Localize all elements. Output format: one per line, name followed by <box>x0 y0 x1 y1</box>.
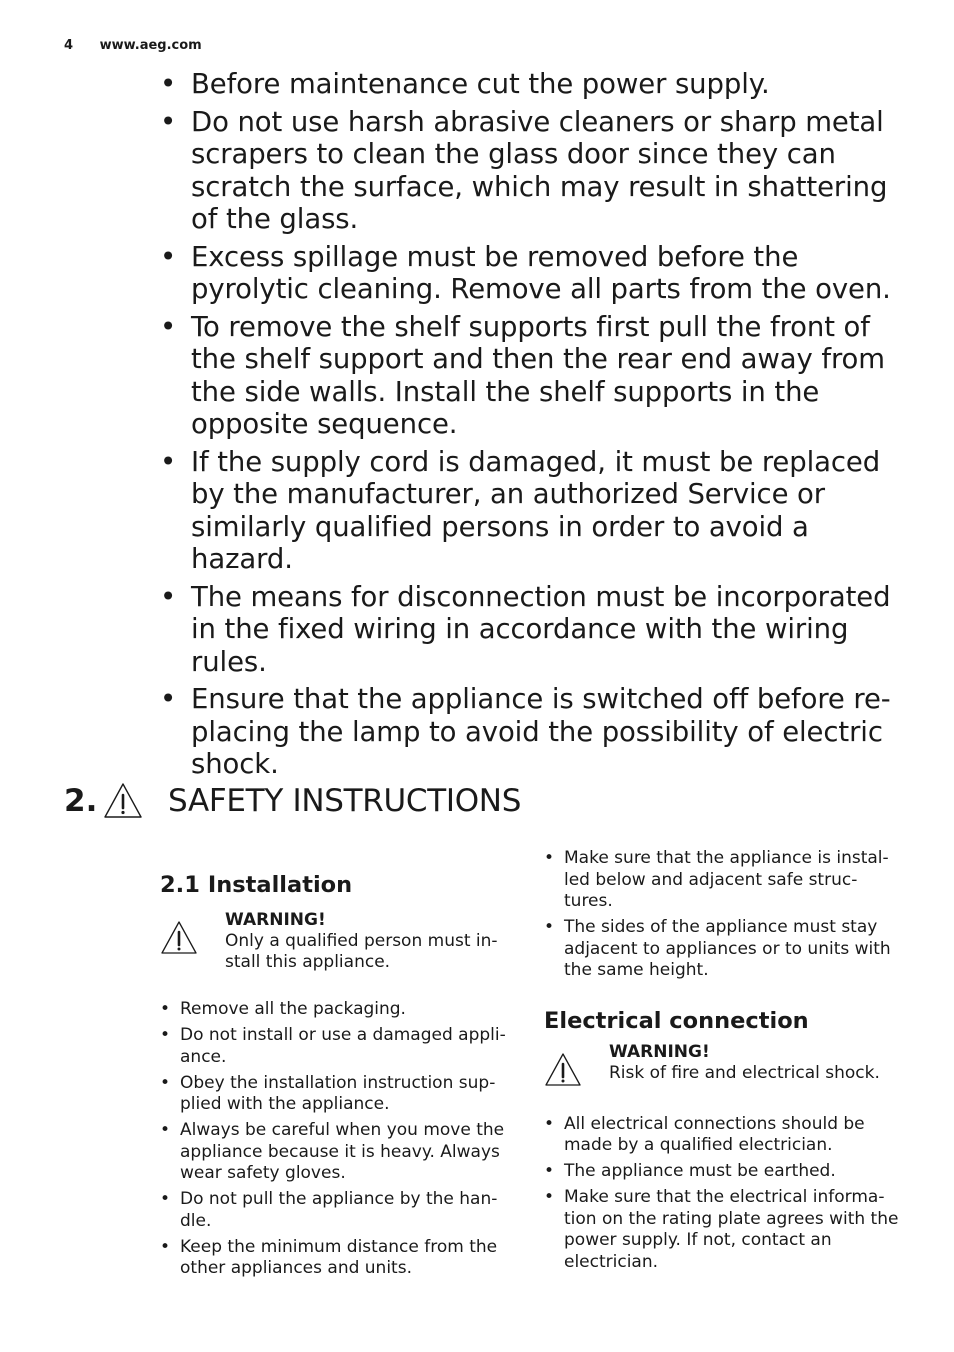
electrical-connection-heading: Electrical connection <box>544 1007 809 1034</box>
electrical-list <box>544 1114 899 1274</box>
list-item: • Ensure that the appliance is switched off before re-placing the lamp to avoid the possibility of electric shock. <box>160 683 900 781</box>
list-item: • Keep the minimum distance from the other appliances and units. <box>160 1237 515 1280</box>
list-item: • Do not pull the appliance by the han-dle. <box>160 1189 515 1232</box>
list-item: • Before maintenance cut the power supply. <box>160 68 900 101</box>
list-item: • To remove the shelf supports first pull the front of the shelf support and then the rear end away from the side walls. Install the shelf supports in the opposite sequence. <box>160 311 900 441</box>
list-item: • Make sure that the electrical informa-tion on the rating plate agrees with the power supply. If not, contact an electrician. <box>544 1187 899 1273</box>
list-item: • All electrical connections should be made by a qualified electrician. <box>544 1114 899 1157</box>
website-url: www.aeg.com <box>99 38 202 53</box>
warning-text: Risk of fire and electrical shock. <box>609 1062 880 1083</box>
right-column <box>544 848 899 1278</box>
warning-box <box>160 910 515 973</box>
installation-list <box>160 999 515 1280</box>
section-title: SAFETY INSTRUCTIONS <box>168 783 522 819</box>
section-heading <box>64 778 521 824</box>
list-item: • Always be careful when you move the appliance because it is heavy. Always wear safety gloves. <box>160 1120 515 1185</box>
list-item: • Do not install or use a damaged appli-ance. <box>160 1025 515 1068</box>
list-item: • The means for disconnection must be incorporated in the fixed wiring in accordance with the wiring rules. <box>160 581 900 679</box>
installation-continued-list <box>544 848 899 982</box>
warning-text: Only a qualified person must in-stall this appliance. <box>225 931 498 972</box>
warning-triangle-icon <box>544 1052 582 1088</box>
list-item: • Obey the installation instruction sup-plied with the appliance. <box>160 1073 515 1116</box>
list-item: • Remove all the packaging. <box>160 999 515 1021</box>
warning-triangle-icon <box>102 781 144 821</box>
subsection-number: 2.1 <box>160 872 200 898</box>
installation-column <box>160 870 515 1284</box>
list-item: • Do not use harsh abrasive cleaners or sharp metal scrapers to clean the glass door since they can scratch the surface, which may result in shattering of the glass. <box>160 106 900 236</box>
subsection-heading <box>160 870 515 900</box>
page-number: 4 <box>64 38 74 53</box>
warning-text-block <box>225 910 515 973</box>
list-item: • The appliance must be earthed. <box>544 1161 899 1183</box>
page-header <box>64 38 202 53</box>
warning-title: WARNING! <box>609 1041 710 1062</box>
warning-box <box>544 1042 899 1088</box>
maintenance-list <box>160 68 900 786</box>
warning-triangle-icon <box>160 920 198 956</box>
warning-text-block <box>609 1042 880 1084</box>
list-item: • If the supply cord is damaged, it must be replaced by the manufacturer, an authorized Service or similarly qualified persons in order to avoid a hazard. <box>160 446 900 576</box>
warning-title: WARNING! <box>225 910 326 930</box>
list-item: • The sides of the appliance must stay adjacent to appliances or to units with the same height. <box>544 917 899 982</box>
subsection-title: Installation <box>207 872 353 898</box>
list-item: • Excess spillage must be removed before the pyrolytic cleaning. Remove all parts from the oven. <box>160 241 900 306</box>
section-number: 2. <box>64 783 98 819</box>
list-item: • Make sure that the appliance is instal-led below and adjacent safe struc-tures. <box>544 848 899 913</box>
